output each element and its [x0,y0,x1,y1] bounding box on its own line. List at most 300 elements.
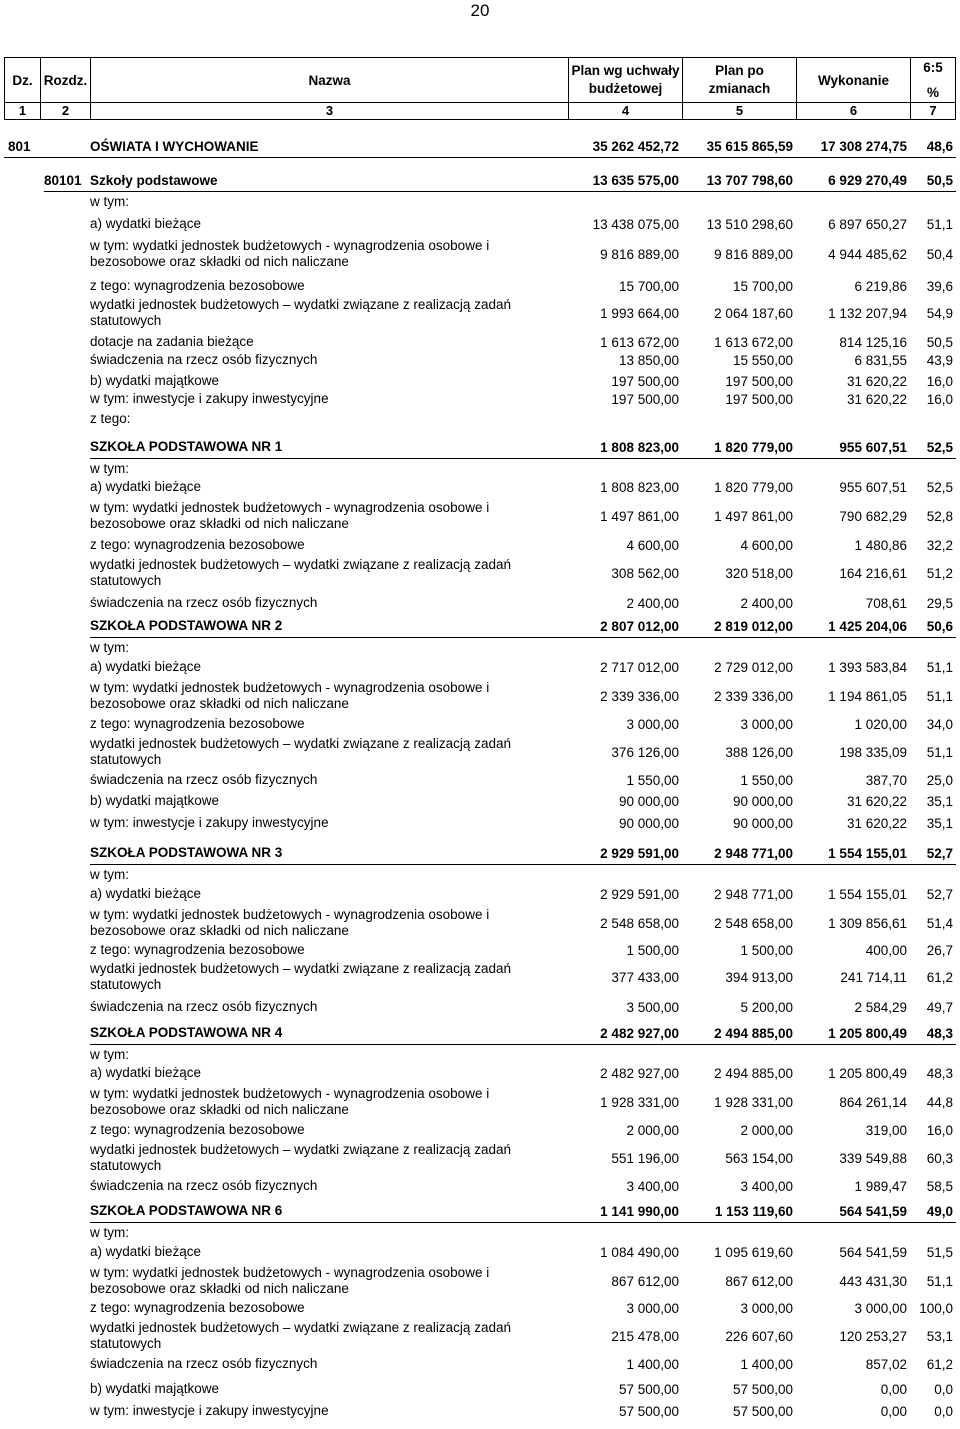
row-plan-after-changes: 867 612,00 [725,1273,793,1289]
row-name-line1: w tym: [90,461,129,476]
row-percent: 32,2 [926,537,953,553]
row-plan: 377 433,00 [611,969,679,985]
row-execution: 864 261,14 [839,1094,907,1110]
row-plan: 1 928 331,00 [600,1094,679,1110]
row-percent: 39,6 [926,278,953,294]
row-name-line1: SZKOŁA PODSTAWOWA NR 3 [90,845,283,860]
table-row [4,1139,956,1177]
row-percent: 26,7 [926,942,953,958]
row-plan: 1 808 823,00 [600,439,679,455]
row-execution: 339 549,88 [839,1150,907,1166]
row-name-line1: w tym: inwestycje i zakupy inwestycyjne [90,815,329,830]
chapter-plan: 13 635 575,00 [592,172,679,188]
row-name-line2: bezosobowe oraz składki od nich naliczane [90,923,349,938]
row-name [90,1200,568,1222]
row-percent: 52,8 [926,508,953,524]
row-name [90,813,568,833]
row-plan: 1 500,00 [626,942,679,958]
chapter-percent: 50,5 [926,172,953,188]
row-name [90,997,568,1017]
row-name [90,940,568,960]
row-execution: 1 020,00 [854,716,907,732]
row-name-line1: b) wydatki majątkowe [90,373,220,388]
table-row [4,497,956,535]
row-plan-after-changes: 2 064 187,60 [714,305,793,321]
row-plan: 2 929 591,00 [600,845,679,861]
row-plan: 3 000,00 [626,1300,679,1316]
row-name [90,1120,568,1140]
row-name-line1: a) wydatki bieżące [90,216,202,231]
header-plan-po-line2: zmianach [708,81,771,96]
row-name-line1: w tym: wydatki jednostek budżetowych - wynagrodzenia osobowe i [90,238,490,253]
row-execution: 0,00 [880,1381,907,1397]
row-name [90,497,568,535]
row-plan: 3 000,00 [626,716,679,732]
row-execution: 955 607,51 [839,439,907,455]
row-name-line1: w tym: [90,640,129,655]
row-execution: 387,70 [865,772,907,788]
header-percent [910,58,956,102]
row-plan: 3 500,00 [626,999,679,1015]
table-row [4,294,956,332]
header-plan-uchwaly-line1: Plan wg uchwały [571,63,680,78]
row-execution: 6 831,55 [854,352,907,368]
row-name-line2: statutowych [90,977,162,992]
row-name-line1: wydatki jednostek budżetowych – wydatki związane z realizacją zadań [90,1320,511,1335]
row-percent: 44,8 [926,1094,953,1110]
row-plan-after-changes: 2 729 012,00 [714,659,793,675]
row-plan-after-changes: 3 400,00 [740,1178,793,1194]
row-name [90,1262,568,1300]
row-name-line1: wydatki jednostek budżetowych – wydatki związane z realizacją zadań [90,1142,511,1157]
row-percent: 52,5 [926,479,953,495]
row-plan-after-changes: 2 948 771,00 [714,886,793,902]
row-execution: 198 335,09 [839,744,907,760]
header-rozdz: Rozdz. [40,58,90,102]
row-name-line1: SZKOŁA PODSTAWOWA NR 4 [90,1025,283,1040]
row-name-line1: wydatki jednostek budżetowych – wydatki związane z realizacją zadań [90,736,511,751]
row-plan: 13 438 075,00 [592,216,679,232]
row-plan-after-changes: 1 497 861,00 [714,508,793,524]
school-row [4,615,956,637]
row-execution: 1 393 583,84 [828,659,907,675]
school-row [4,1200,956,1222]
row-name [90,1139,568,1177]
row-percent: 51,1 [926,744,953,760]
row-plan: 1 084 490,00 [600,1244,679,1260]
row-name [90,477,568,497]
row-plan-after-changes: 320 518,00 [725,565,793,581]
row-percent: 60,3 [926,1150,953,1166]
row-execution: 4 944 485,62 [828,246,907,262]
row-execution: 1 132 207,94 [828,305,907,321]
table-row [4,350,956,370]
row-plan: 2 929 591,00 [600,886,679,902]
column-number: 1 [4,102,40,119]
row-name-line1: wydatki jednostek budżetowych – wydatki związane z realizacją zadań [90,557,511,572]
row-name-line2: bezosobowe oraz składki od nich naliczane [90,254,349,269]
row-name-line1: w tym: [90,1225,129,1240]
row-name-line1: z tego: wynagrodzenia bezosobowe [90,942,305,957]
row-name-line1: w tym: wydatki jednostek budżetowych - wynagrodzenia osobowe i [90,907,490,922]
table-row [4,1176,956,1196]
row-name-line1: b) wydatki majątkowe [90,793,220,808]
row-execution: 1 480,86 [854,537,907,553]
row-plan: 90 000,00 [618,815,679,831]
row-percent: 49,0 [926,1203,953,1219]
row-plan: 57 500,00 [618,1403,679,1419]
row-name [90,1223,568,1243]
row-execution: 400,00 [865,942,907,958]
row-name-line1: a) wydatki bieżące [90,479,202,494]
row-percent: 52,7 [926,886,953,902]
row-plan: 2 548 658,00 [600,915,679,931]
table-row [4,638,956,658]
row-execution: 955 607,51 [839,479,907,495]
table-row [4,276,956,296]
chapter-plan-after-changes: 13 707 798,60 [706,172,793,188]
row-percent: 49,7 [926,999,953,1015]
table-row [4,884,956,904]
table-row [4,1045,956,1065]
table-row [4,409,956,429]
row-name-line2: statutowych [90,573,162,588]
row-plan: 2 000,00 [626,1122,679,1138]
table-row [4,459,956,479]
column-number: 6 [796,102,910,119]
table-row [4,1063,956,1083]
row-plan-after-changes: 1 820 779,00 [714,479,793,495]
row-plan-after-changes: 57 500,00 [732,1381,793,1397]
row-name-line1: wydatki jednostek budżetowych – wydatki związane z realizacją zadań [90,297,511,312]
row-plan: 551 196,00 [611,1150,679,1166]
row-plan: 2 400,00 [626,595,679,611]
row-percent: 48,3 [926,1025,953,1041]
table-row [4,1354,956,1374]
table-row [4,714,956,734]
row-percent: 50,5 [926,334,953,350]
row-execution: 1 309 856,61 [828,915,907,931]
row-plan-after-changes: 1 500,00 [740,942,793,958]
row-plan-after-changes: 3 000,00 [740,716,793,732]
row-name [90,1242,568,1262]
row-plan: 376 126,00 [611,744,679,760]
row-name [90,350,568,370]
row-name-line1: w tym: wydatki jednostek budżetowych - wynagrodzenia osobowe i [90,680,490,695]
row-plan-after-changes: 2 819 012,00 [714,618,793,634]
row-execution: 564 541,59 [839,1244,907,1260]
row-plan-after-changes: 2 000,00 [740,1122,793,1138]
row-percent: 0,0 [934,1381,953,1397]
row-percent: 0,0 [934,1403,953,1419]
row-execution: 120 253,27 [839,1328,907,1344]
row-name-line2: bezosobowe oraz składki od nich naliczane [90,1102,349,1117]
chapter-row [4,169,956,191]
row-name-line1: SZKOŁA PODSTAWOWA NR 1 [90,439,283,454]
row-plan: 57 500,00 [618,1381,679,1397]
row-plan: 13 850,00 [618,352,679,368]
row-name-line1: dotacje na zadania bieżące [90,334,254,349]
table-row [4,1120,956,1140]
row-percent: 16,0 [926,1122,953,1138]
row-percent: 51,2 [926,565,953,581]
row-name [90,409,568,429]
row-plan-after-changes: 15 550,00 [732,352,793,368]
table-row [4,593,956,613]
page-number: 20 [470,1,490,20]
row-name-line1: z tego: [90,411,131,426]
table-row [4,940,956,960]
row-name-line1: z tego: wynagrodzenia bezosobowe [90,278,305,293]
table-row [4,332,956,352]
row-plan-after-changes: 90 000,00 [732,793,793,809]
row-name [90,235,568,273]
row-execution: 814 125,16 [839,334,907,350]
row-name-line1: świadczenia na rzecz osób fizycznych [90,1178,318,1193]
row-name [90,1317,568,1355]
row-percent: 54,9 [926,305,953,321]
header-dz: Dz. [4,58,40,102]
row-name [90,1379,568,1399]
row-name-line1: w tym: inwestycje i zakupy inwestycyjne [90,1403,329,1418]
section-plan: 35 262 452,72 [592,138,679,154]
row-name [90,459,568,479]
row-plan-after-changes: 13 510 298,60 [706,216,793,232]
row-plan-after-changes: 2 339 336,00 [714,688,793,704]
row-plan-after-changes: 226 607,60 [725,1328,793,1344]
row-percent: 48,3 [926,1065,953,1081]
section-name: OŚWIATA I WYCHOWANIE [90,138,259,154]
row-plan-after-changes: 1 153 119,60 [714,1203,793,1219]
row-execution: 1 425 204,06 [828,618,907,634]
row-name-line1: w tym: inwestycje i zakupy inwestycyjne [90,391,329,406]
row-plan-after-changes: 197 500,00 [725,373,793,389]
header-plan-po-line1: Plan po [715,63,764,78]
row-name [90,958,568,996]
table-row [4,214,956,234]
row-name-line1: z tego: wynagrodzenia bezosobowe [90,1122,305,1137]
row-percent: 34,0 [926,716,953,732]
table-row [4,535,956,555]
row-plan-after-changes: 1 928 331,00 [714,1094,793,1110]
row-name-line2: statutowych [90,1158,162,1173]
row-name-line1: b) wydatki majątkowe [90,1381,220,1396]
table-header [4,57,956,103]
column-numbers-row [4,102,956,120]
row-name [90,770,568,790]
column-number: 5 [682,102,796,119]
row-plan-after-changes: 388 126,00 [725,744,793,760]
row-percent: 58,5 [926,1178,953,1194]
row-percent: 35,1 [926,793,953,809]
row-name-line1: a) wydatki bieżące [90,659,202,674]
column-number: 7 [910,102,956,119]
row-name [90,554,568,592]
section-plan-after-changes: 35 615 865,59 [706,138,793,154]
row-plan-after-changes: 197 500,00 [725,391,793,407]
row-plan: 308 562,00 [611,565,679,581]
section-row [4,135,956,158]
row-execution: 31 620,22 [846,391,907,407]
row-percent: 61,2 [926,1356,953,1372]
row-name-line1: a) wydatki bieżące [90,886,202,901]
row-plan: 1 400,00 [626,1356,679,1372]
header-plan-uchwaly-line2: budżetowej [588,81,663,96]
row-execution: 31 620,22 [846,815,907,831]
table-row [4,389,956,409]
row-name [90,1083,568,1121]
table-row [4,997,956,1017]
row-plan: 215 478,00 [611,1328,679,1344]
row-plan-after-changes: 2 400,00 [740,595,793,611]
row-name [90,1063,568,1083]
row-execution: 31 620,22 [846,373,907,389]
row-plan-after-changes: 563 154,00 [725,1150,793,1166]
table-row [4,770,956,790]
table-row [4,1083,956,1121]
column-number: 2 [40,102,90,119]
row-plan-after-changes: 2 548 658,00 [714,915,793,931]
row-plan: 2 482 927,00 [600,1025,679,1041]
chapter-rozdz: 80101 [44,172,82,188]
school-row [4,1022,956,1044]
row-plan: 1 613 672,00 [600,334,679,350]
header-nazwa: Nazwa [90,58,568,102]
row-percent: 16,0 [926,373,953,389]
row-name [90,535,568,555]
row-name-line2: statutowych [90,313,162,328]
row-percent: 51,1 [926,659,953,675]
row-execution: 319,00 [865,1122,907,1138]
row-plan: 1 808 823,00 [600,479,679,495]
row-execution: 1 205 800,49 [828,1025,907,1041]
header-plan-uchwaly [568,58,682,102]
row-plan: 2 339 336,00 [600,688,679,704]
row-name-line1: w tym: wydatki jednostek budżetowych - wynagrodzenia osobowe i [90,1265,490,1280]
row-percent: 16,0 [926,391,953,407]
row-percent: 61,2 [926,969,953,985]
row-percent: 51,1 [926,688,953,704]
row-name [90,332,568,352]
column-number: 4 [568,102,682,119]
row-plan-after-changes: 1 095 619,60 [714,1244,793,1260]
row-execution: 857,02 [865,1356,907,1372]
row-name [90,714,568,734]
chapter-name: Szkoły podstawowe [90,172,218,188]
row-name-line1: a) wydatki bieżące [90,1244,202,1259]
table-row [4,1317,956,1355]
row-name [90,436,568,458]
row-plan: 2 717 012,00 [600,659,679,675]
table-row [4,554,956,592]
row-plan-after-changes: 3 000,00 [740,1300,793,1316]
school-row [4,436,956,458]
row-execution: 2 584,29 [854,999,907,1015]
row-plan-after-changes: 1 613 672,00 [714,334,793,350]
row-name-line2: statutowych [90,752,162,767]
row-name [90,1176,568,1196]
row-name [90,677,568,715]
row-plan-after-changes: 15 700,00 [732,278,793,294]
row-percent: 29,5 [926,595,953,611]
row-name [90,638,568,658]
row-percent: 50,6 [926,618,953,634]
row-execution: 3 000,00 [854,1300,907,1316]
row-execution: 0,00 [880,1403,907,1419]
row-name-line1: świadczenia na rzecz osób fizycznych [90,999,318,1014]
row-percent: 51,1 [926,216,953,232]
row-plan: 1 550,00 [626,772,679,788]
row-execution: 241 714,11 [840,969,907,985]
row-execution: 6 897 650,27 [828,216,907,232]
table-row [4,192,956,212]
row-name-line1: SZKOŁA PODSTAWOWA NR 6 [90,1203,283,1218]
row-plan: 3 400,00 [626,1178,679,1194]
row-plan-after-changes: 5 200,00 [740,999,793,1015]
row-name [90,1298,568,1318]
row-execution: 790 682,29 [839,508,907,524]
row-name-line1: świadczenia na rzecz osób fizycznych [90,352,318,367]
row-percent: 52,7 [926,845,953,861]
table-row [4,865,956,885]
section-dz: 801 [8,138,31,154]
row-execution: 1 989,47 [854,1178,907,1194]
table-row [4,1401,956,1421]
row-percent: 25,0 [926,772,953,788]
row-name [90,733,568,771]
row-execution: 1 205 800,49 [828,1065,907,1081]
table-row [4,1298,956,1318]
row-percent: 43,9 [926,352,953,368]
table-row [4,1379,956,1399]
row-name [90,615,568,637]
row-name [90,276,568,296]
row-name-line1: z tego: wynagrodzenia bezosobowe [90,1300,305,1315]
row-plan-after-changes: 1 550,00 [740,772,793,788]
row-execution: 443 431,30 [839,1273,907,1289]
row-name-line2: bezosobowe oraz składki od nich naliczane [90,1281,349,1296]
section-execution: 17 308 274,75 [820,138,907,154]
table-row [4,371,956,391]
row-name-line1: w tym: [90,1047,129,1062]
table-row [4,904,956,942]
row-name-line2: bezosobowe oraz składki od nich naliczane [90,696,349,711]
row-plan: 197 500,00 [611,373,679,389]
column-number: 3 [90,102,568,119]
row-name [90,1022,568,1044]
row-plan: 1 993 664,00 [600,305,679,321]
row-execution: 6 219,86 [854,278,907,294]
row-plan-after-changes: 57 500,00 [732,1403,793,1419]
table-row [4,813,956,833]
header-wykonanie: Wykonanie [796,58,910,102]
row-execution: 164 216,61 [839,565,907,581]
row-name [90,389,568,409]
row-name [90,294,568,332]
row-plan-after-changes: 2 494 885,00 [714,1065,793,1081]
row-name-line1: w tym: [90,867,129,882]
row-name-line1: z tego: wynagrodzenia bezosobowe [90,537,305,552]
row-name [90,884,568,904]
row-name [90,593,568,613]
row-name-line1: świadczenia na rzecz osób fizycznych [90,595,318,610]
row-plan-after-changes: 9 816 889,00 [714,246,793,262]
table-row [4,958,956,996]
table-row [4,1242,956,1262]
row-name [90,214,568,234]
row-execution: 564 541,59 [839,1203,907,1219]
row-plan: 2 482 927,00 [600,1065,679,1081]
